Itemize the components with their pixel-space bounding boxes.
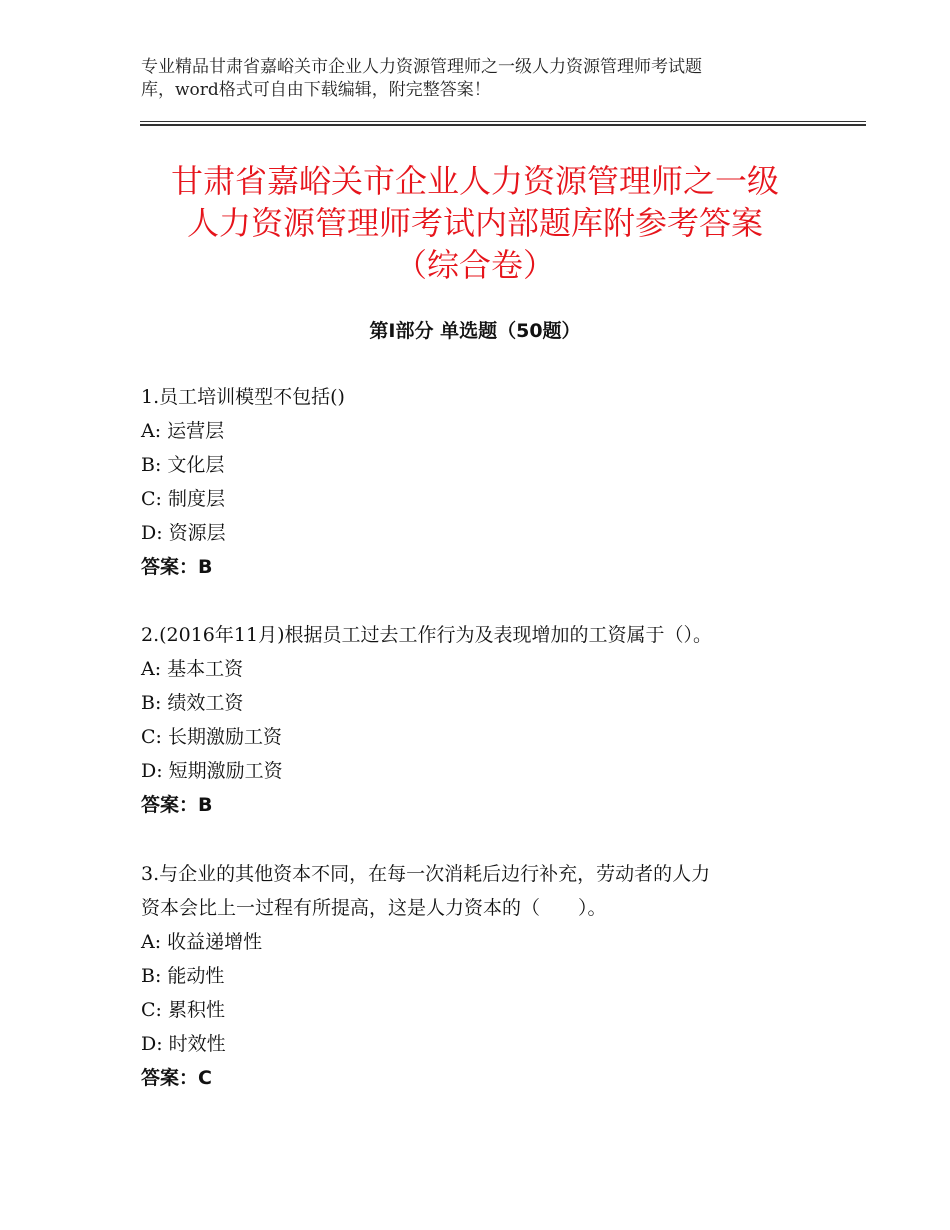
- option-a: A: 基本工资: [141, 658, 244, 680]
- option-c: C: 累积性: [141, 999, 225, 1021]
- header-divider-thick: [140, 124, 866, 126]
- option-a: A: 收益递增性: [141, 931, 263, 953]
- question-stem: 2.(2016年11月)根据员工过去工作行为及表现增加的工资属于（）。: [141, 624, 712, 646]
- option-d: D: 时效性: [141, 1033, 226, 1055]
- title-line-2: 人力资源管理师考试内部题库附参考答案: [186, 204, 763, 242]
- title-line-1: 甘肃省嘉峪关市企业人力资源管理师之一级: [170, 162, 779, 200]
- page-header: [141, 56, 781, 102]
- option-b: B: 绩效工资: [141, 692, 244, 714]
- option-c: C: 长期激励工资: [141, 726, 282, 748]
- option-a: A: 运营层: [141, 420, 225, 442]
- question-1: [141, 380, 821, 584]
- question-stem: 1.员工培训模型不包括(): [141, 386, 345, 408]
- question-stem-line-1: 3.与企业的其他资本不同，在每一次消耗后边行补充，劳动者的人力: [141, 863, 711, 885]
- question-stem-line-2: 资本会比上一过程有所提高，这是人力资本的（ ）。: [141, 897, 607, 919]
- answer: 答案：B: [141, 556, 213, 578]
- header-line-1: 专业精品甘肃省嘉峪关市企业人力资源管理师之一级人力资源管理师考试题: [141, 57, 702, 77]
- document-title: [100, 160, 850, 286]
- header-divider-thin: [140, 121, 866, 122]
- option-b: B: 文化层: [141, 454, 225, 476]
- answer: 答案：C: [141, 1067, 212, 1089]
- option-c: C: 制度层: [141, 488, 225, 510]
- question-3: [141, 857, 821, 1095]
- option-d: D: 短期激励工资: [141, 760, 283, 782]
- title-line-3: （综合卷）: [394, 246, 555, 284]
- header-line-2: 库，word格式可自由下载编辑，附完整答案！: [141, 80, 491, 100]
- answer: 答案：B: [141, 794, 213, 816]
- section-heading: 第Ⅰ部分 单选题（50题）: [369, 320, 581, 342]
- option-b: B: 能动性: [141, 965, 225, 987]
- question-2: [141, 618, 821, 822]
- option-d: D: 资源层: [141, 522, 226, 544]
